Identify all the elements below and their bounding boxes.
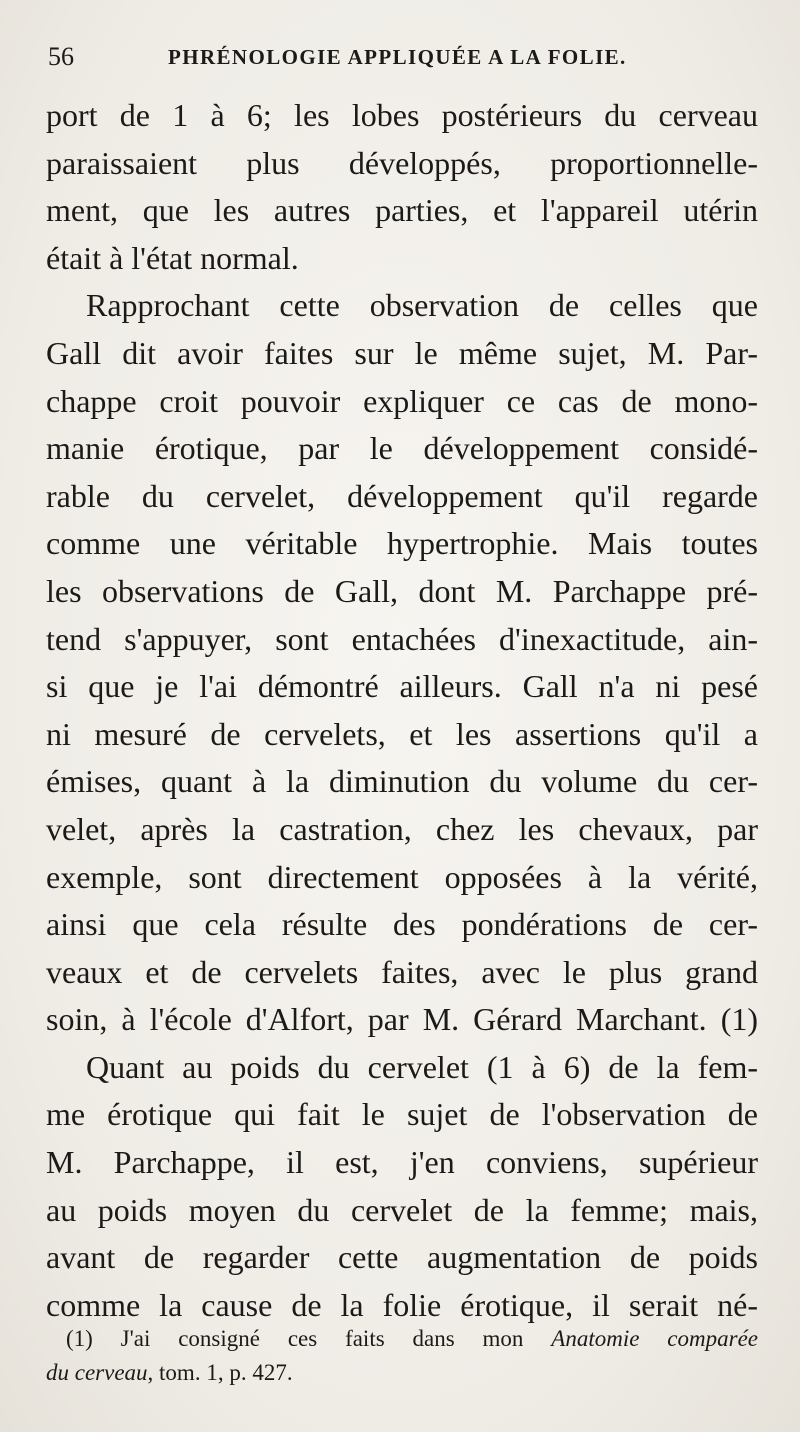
text-line: au poids moyen du cervelet de la femme; mais,	[46, 1191, 758, 1228]
footnote-line	[66, 1322, 758, 1356]
text-line: les observations de Gall, dont M. Parchappe pré-	[46, 572, 758, 609]
text-line: comme la cause de la folie érotique, il serait né-	[46, 1286, 758, 1323]
body-text	[46, 92, 758, 1329]
text-line: me érotique qui fait le sujet de l'observation de	[46, 1096, 758, 1133]
text-line: soin, à l'école d'Alfort, par M. Gérard Marchant. (1)	[46, 1001, 758, 1038]
text-line: manie érotique, par le développement considé-	[46, 430, 758, 467]
running-title: PHRÉNOLOGIE APPLIQUÉE A LA FOLIE.	[168, 45, 627, 69]
paragraph-3	[46, 1044, 758, 1330]
footnote-reference: , tom. 1, p. 427.	[147, 1360, 293, 1385]
page-number: 56	[48, 42, 74, 71]
text-line: velet, après la castration, chez les chevaux, par	[46, 810, 758, 847]
footnote-text: (1) J'ai consigné ces faits dans mon	[66, 1326, 552, 1351]
text-line: Rapprochant cette observation de celles que	[86, 287, 758, 324]
text-line: M. Parchappe, il est, j'en conviens, supérieur	[46, 1144, 758, 1181]
text-line: chappe croit pouvoir expliquer ce cas de mono-	[46, 382, 758, 419]
text-line: ment, que les autres parties, et l'appareil utérin	[46, 192, 758, 229]
footnote-book-title: Anatomie comparée	[551, 1326, 758, 1351]
text-line: veaux et de cervelets faites, avec le plus grand	[46, 953, 758, 990]
text-line: si que je l'ai démontré ailleurs. Gall n'a ni pesé	[46, 668, 758, 705]
paragraph-2	[46, 282, 758, 1044]
text-line: rable du cervelet, développement qu'il regarde	[46, 477, 758, 514]
footnote-book-title-cont: du cerveau	[46, 1360, 148, 1385]
text-line: paraissaient plus développés, proportionnelle-	[46, 144, 758, 181]
text-line: ni mesuré de cervelets, et les assertions qu'il a	[46, 715, 758, 752]
text-line: port de 1 à 6; les lobes postérieurs du cerveau	[46, 97, 758, 133]
text-line: exemple, sont directement opposées à la vérité,	[46, 858, 758, 895]
text-line: tend s'appuyer, sont entachées d'inexactitude, ain-	[46, 620, 758, 657]
paragraph-1	[46, 92, 758, 282]
footnote-line	[46, 1356, 758, 1390]
text-line: avant de regarder cette augmentation de poids	[46, 1239, 758, 1276]
text-line: émises, quant à la diminution du volume du cer-	[46, 763, 758, 800]
running-head	[48, 42, 758, 78]
text-line: comme une véritable hypertrophie. Mais toutes	[46, 525, 758, 562]
footnote	[46, 1322, 758, 1390]
text-line: Gall dit avoir faites sur le même sujet, M. Par-	[46, 334, 758, 371]
text-line: ainsi que cela résulte des pondérations de cer-	[46, 906, 758, 943]
text-line: Quant au poids du cervelet (1 à 6) de la fem-	[86, 1048, 758, 1085]
text-line: était à l'état normal.	[46, 239, 299, 276]
